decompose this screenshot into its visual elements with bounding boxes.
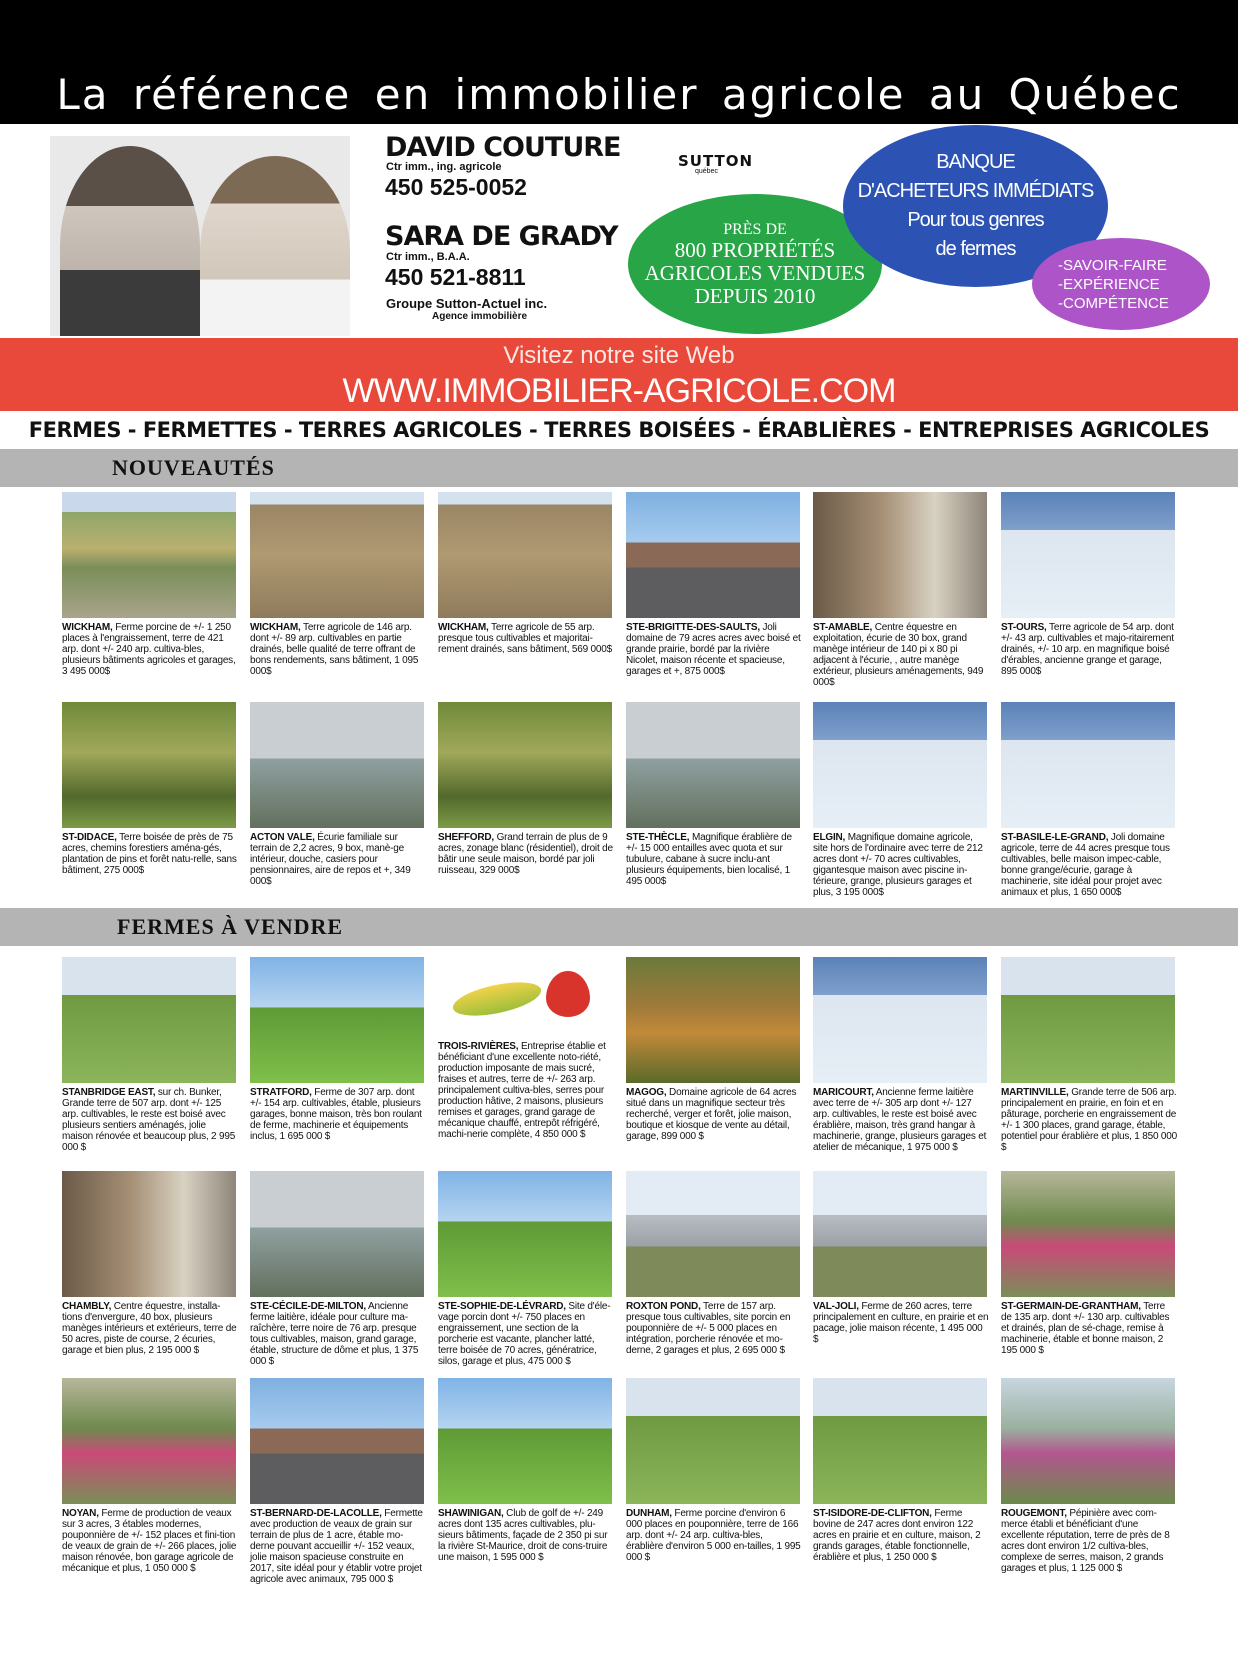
listing-caption	[250, 1301, 426, 1367]
listing-location: SHEFFORD,	[438, 832, 494, 843]
listing-card[interactable]	[438, 702, 614, 876]
listing-description: sur ch. Bunker, Grande terre de 507 arp. dont +/- 125 arp. cultivables, le reste est boisé avec plusieurs sentiers aménagés, jolie maison rénovée et beaucoup plus, 2 995 000 $	[62, 1087, 236, 1153]
corn-icon	[450, 976, 544, 1022]
listing-card[interactable]	[62, 492, 238, 677]
listing-location: ACTON VALE,	[250, 832, 315, 843]
listing-photo[interactable]	[438, 1171, 612, 1297]
listing-photo[interactable]	[62, 492, 236, 618]
agency-name: Groupe Sutton-Actuel inc.	[386, 296, 548, 311]
section-bar-sale	[0, 908, 1238, 946]
listing-photo[interactable]	[813, 702, 987, 828]
listing-card[interactable]	[813, 957, 989, 1153]
listing-caption	[626, 1087, 802, 1142]
listing-caption	[813, 1087, 989, 1153]
banner-title: La référence en immobilier agricole au Québec	[56, 70, 1182, 119]
listing-photo[interactable]	[438, 492, 612, 618]
visit-label: Visitez notre site Web	[503, 342, 735, 369]
bubble-green-line2: 800 PROPRIÉTÉS	[674, 237, 836, 262]
listing-description: Terre de 157 arp. presque tous cultivables, site porcin en pouponnière de +/- 5 000 places en intégration, porcherie rénovée et mo-derne, 2 garages et plus, 2 695 000 $	[626, 1301, 791, 1356]
listing-caption	[1001, 1301, 1177, 1356]
listing-photo[interactable]	[438, 702, 612, 828]
listing-location: ST-ISIDORE-DE-CLIFTON,	[813, 1508, 932, 1519]
listing-card[interactable]	[1001, 1171, 1177, 1356]
listing-location: STE-SOPHIE-DE-LÉVRARD,	[438, 1301, 566, 1312]
listing-location: WICKHAM,	[250, 622, 301, 633]
listing-location: ST-BERNARD-DE-LACOLLE,	[250, 1508, 382, 1519]
listing-photo[interactable]	[250, 1378, 424, 1504]
listing-description: Terre boisée de près de 75 acres, chemins forestiers aména-gés, plantation de pins et forêt natu-relle, sans bâtiment, 275 000$	[62, 832, 237, 876]
listing-caption	[813, 1508, 989, 1563]
listing-caption	[62, 1508, 238, 1574]
listing-card[interactable]	[1001, 1378, 1177, 1574]
agent-phone-sara[interactable]: 450 521-8811	[385, 264, 526, 290]
listing-caption	[626, 1508, 802, 1563]
listing-caption	[250, 832, 426, 887]
bubble-blue-line4: de fermes	[935, 238, 1016, 260]
listing-photo[interactable]	[813, 1378, 987, 1504]
listing-photo[interactable]	[250, 702, 424, 828]
sutton-logo-region: québec	[695, 168, 718, 175]
listing-caption	[438, 1301, 614, 1367]
listing-card[interactable]	[626, 1378, 802, 1563]
section-title-sale: FERMES À VENDRE	[117, 914, 344, 939]
listing-caption	[626, 622, 802, 677]
listing-photo[interactable]	[626, 492, 800, 618]
listing-caption	[813, 832, 989, 898]
listing-description: Joli domaine de 79 acres acres avec boisé et grande prairie, bordé par la rivière Nicolet, maison récente et spacieuse, garages et +, 875 000$	[626, 622, 801, 677]
listing-location: NOYAN,	[62, 1508, 99, 1519]
section-title-new: NOUVEAUTÉS	[112, 455, 275, 480]
listing-description: Centre équestre en exploitation, écurie de 30 box, grand manège intérieur de 140 pi x 80 pi adjacent à l'écurie, , autre manège extérieur, plusieurs aménagements, 949 000$	[813, 622, 984, 688]
listing-caption	[250, 1508, 426, 1585]
listing-caption	[438, 1041, 614, 1140]
listing-location: VAL-JOLI,	[813, 1301, 859, 1312]
listing-description: Terre agricole de 146 arp. dont +/- 89 arp. cultivables en partie drainés, belle qualité de terre offrant de bons rendements, sans bâtiment, 1 095 000$	[250, 622, 419, 677]
listing-description: Écurie familiale sur terrain de 2,2 acres, 9 box, manè-ge intérieur, douche, casiers pour pensionnaires, aire de repos et +, 349 000$	[250, 832, 411, 887]
listing-location: MARTINVILLE,	[1001, 1087, 1069, 1098]
listing-photo[interactable]	[1001, 1171, 1175, 1297]
listing-description: Joli domaine agricole, terre de 44 acres presque tous cultivables, belle maison impec-cable, bonne grange/écurie, garage à machinerie, site idéal pour projet avec animaux et plus, 1 650 000$	[1001, 832, 1170, 898]
listing-caption	[62, 1087, 238, 1153]
listing-description: Entreprise établie et bénéficiant d'une excellente noto-riété, production imposante de mais sucré, fraises et autres, terre de +/- 263 arp. principalement cultiva-bles, serres pour production hâtive, 2 maisons, plusieurs remises et garages, grand garage de mécanique chauffé, entrepôt réfrigéré, machi-nerie complète, 4 850 000 $	[438, 1041, 606, 1140]
listing-caption	[62, 832, 238, 876]
listing-photo[interactable]	[62, 702, 236, 828]
bubble-blue-line1: BANQUE	[936, 151, 1015, 173]
listing-card[interactable]	[626, 702, 802, 887]
listing-caption	[626, 1301, 802, 1356]
skills-bubble	[1032, 238, 1210, 330]
listing-description: Terre de 135 arp. dont +/- 130 arp. cultivables et drainés, plan de sé-chage, remise à machinerie, étable et bonne maison, 2 195 000 $	[1001, 1301, 1170, 1356]
listing-caption	[250, 1087, 426, 1142]
listing-location: SHAWINIGAN,	[438, 1508, 504, 1519]
listing-card[interactable]	[250, 492, 426, 677]
listing-photo[interactable]	[438, 957, 612, 1037]
listing-description: Terre agricole de 55 arp. presque tous cultivables et majoritai-rement drainés, sans bâtiment, 569 000$	[438, 622, 612, 655]
listing-location: STE-BRIGITTE-DES-SAULTS,	[626, 622, 760, 633]
listing-card[interactable]	[813, 492, 989, 688]
listing-card[interactable]	[813, 702, 989, 898]
listing-caption	[438, 1508, 614, 1563]
listing-description: Ferme porcine de +/- 1 250 places à l'engraissement, terre de 421 arp. dont +/- 240 arp. cultiva-bles, plusieurs bâtiments agricoles et garages, 3 495 000$	[62, 622, 236, 677]
listing-description: Magnifique érablière de +/- 15 000 entailles avec quota et sur tubulure, cabane à sucre inclu-ant plusieurs équipements, bien localisé, 1 495 000$	[626, 832, 792, 887]
bubble-purple-line2: -EXPÉRIENCE	[1058, 275, 1160, 293]
listing-card[interactable]	[250, 1378, 426, 1585]
bubble-purple-line1: -SAVOIR-FAIRE	[1058, 256, 1167, 274]
listing-caption	[813, 1301, 989, 1345]
listing-photo[interactable]	[62, 957, 236, 1083]
listing-card[interactable]	[438, 1171, 614, 1367]
listing-photo[interactable]	[1001, 1378, 1175, 1504]
listing-card[interactable]	[250, 702, 426, 887]
listing-photo[interactable]	[62, 1378, 236, 1504]
listing-photo[interactable]	[1001, 957, 1175, 1083]
listing-description: Site d'éle-vage porcin dont +/- 750 places en engraissement, une section de la porcherie est vacante, plancher latté, terre boisée de 70 acres, génératrice, silos, garage et plus, 475 000 $	[438, 1301, 611, 1367]
listing-photo[interactable]	[813, 1171, 987, 1297]
listing-location: WICKHAM,	[62, 622, 113, 633]
agent-role-david: Ctr imm., ing. agricole	[386, 161, 502, 173]
listing-card[interactable]	[438, 957, 614, 1140]
listing-card[interactable]	[62, 702, 238, 876]
agent-role-sara: Ctr imm., B.A.A.	[386, 251, 470, 263]
listing-location: STANBRIDGE EAST,	[62, 1087, 156, 1098]
listing-location: ELGIN,	[813, 832, 846, 843]
listing-location: STRATFORD,	[250, 1087, 312, 1098]
bubble-blue-line3: Pour tous genres	[907, 209, 1044, 231]
listing-photo[interactable]	[1001, 492, 1175, 618]
listing-location: TROIS-RIVIÈRES,	[438, 1041, 519, 1052]
listing-location: STE-THÈCLE,	[626, 832, 690, 843]
listing-card[interactable]	[62, 1171, 238, 1356]
listing-card[interactable]	[1001, 702, 1177, 898]
listing-photo[interactable]	[250, 1171, 424, 1297]
listing-caption	[1001, 622, 1177, 677]
listing-location: MARICOURT,	[813, 1087, 874, 1098]
section-bar-new	[0, 449, 1238, 487]
listing-photo[interactable]	[813, 957, 987, 1083]
listing-description: Terre agricole de 54 arp. dont +/- 43 arp. cultivables et majo-ritairement drainés, +/- 10 arp. en magnifique boisé d'érables, ancienne grange et garage, 895 000$	[1001, 622, 1174, 677]
listing-description: Ferme de 307 arp. dont +/- 154 arp. cultivables, étable, plusieurs garages, bonne maison, très bon roulant de ferme, machinerie et équipements inclus, 1 695 000 $	[250, 1087, 422, 1142]
bubble-blue-line2: D'ACHETEURS IMMÉDIATS	[857, 180, 1094, 202]
listing-location: CHAMBLY,	[62, 1301, 112, 1312]
listing-photo[interactable]	[62, 1171, 236, 1297]
listing-photo[interactable]	[813, 492, 987, 618]
listing-description: Ferme de production de veaux sur 3 acres, 3 étables modernes, pouponnière de +/- 152 places et fini-tion de veaux de grain de +/- 266 places, jolie maison rénovée, bon garage agricole de mécanique et plus, 1 050 000 $	[62, 1508, 237, 1574]
agent-photo-david	[60, 146, 200, 336]
listing-location: ROXTON POND,	[626, 1301, 701, 1312]
strawberry-icon	[546, 971, 590, 1017]
listing-card[interactable]	[813, 1171, 989, 1345]
listing-card[interactable]	[626, 492, 802, 677]
bubble-purple-line3: -COMPÉTENCE	[1058, 294, 1169, 312]
listing-description: Centre équestre, installa-tions d'envergure, 40 box, plusieurs manèges intérieurs et extérieurs, terre de 50 acres, piste de course, 2 écuries, garage et bien plus, 2 195 000 $	[62, 1301, 237, 1356]
listing-description: Ferme bovine de 247 acres dont environ 122 acres en prairie et en culture, maison, 2 grands garages, étable fonctionnelle, érablière et plus, 1 250 000 $	[813, 1508, 981, 1563]
listing-card[interactable]	[250, 957, 426, 1142]
listing-description: Ancienne ferme laitière, idéale pour culture ma-raîchère, terre noire de 76 arp. presque tous cultivables, maison, grand garage, étable, structure de dôme et plus, 1 375 000 $	[250, 1301, 419, 1367]
listing-card[interactable]	[626, 1171, 802, 1356]
listing-location: ST-OURS,	[1001, 622, 1047, 633]
listing-location: ST-GERMAIN-DE-GRANTHAM,	[1001, 1301, 1141, 1312]
sutton-logo: SUTTON	[678, 152, 754, 170]
listing-photo[interactable]	[626, 957, 800, 1083]
listing-photo[interactable]	[626, 1171, 800, 1297]
listing-location: WICKHAM,	[438, 622, 489, 633]
listing-description: Grande terre de 506 arp. principalement en prairie, en foin et en pâturage, porcherie en engraissement de +/- 1 300 places, grand garage, étable, potentiel pour érablière et plus, 1 850 000 $	[1001, 1087, 1177, 1153]
listing-photo[interactable]	[250, 492, 424, 618]
listing-card[interactable]	[62, 957, 238, 1153]
listing-photo[interactable]	[250, 957, 424, 1083]
agent-phone-david[interactable]: 450 525-0052	[385, 174, 527, 200]
listing-description: Club de golf de +/- 249 acres dont 135 acres cultivables, plu-sieurs bâtiments, façade de 2 350 pi sur la rivière St-Maurice, droit de cons-truire une maison, 1 595 000 $	[438, 1508, 608, 1563]
bubble-green-line4: DEPUIS 2010	[694, 283, 816, 308]
listing-description: Pépinière avec com-merce établi et bénéficiant d'une excellente réputation, terre de près de 8 acres dont environ 1/2 cultiva-bles, complexe de serres, maison, 2 grands garages et plus, 1 125 000 $	[1001, 1508, 1170, 1574]
listing-location: ST-AMABLE,	[813, 622, 873, 633]
listing-location: DUNHAM,	[626, 1508, 672, 1519]
listing-location: STE-CÉCILE-DE-MILTON,	[250, 1301, 366, 1312]
listing-card[interactable]	[250, 1171, 426, 1367]
listing-caption	[813, 622, 989, 688]
listing-card[interactable]	[62, 1378, 238, 1574]
listing-location: ST-DIDACE,	[62, 832, 117, 843]
top-banner	[0, 0, 1238, 124]
listing-location: ST-BASILE-LE-GRAND,	[1001, 832, 1109, 843]
listing-card[interactable]	[626, 957, 802, 1142]
listing-location: MAGOG,	[626, 1087, 667, 1098]
website-band	[0, 338, 1238, 411]
listing-caption	[1001, 1508, 1177, 1574]
agent-name-sara: SARA DE GRADY	[385, 221, 618, 252]
bubble-green-line3: AGRICOLES VENDUES	[644, 260, 866, 285]
listing-photo[interactable]	[626, 702, 800, 828]
listing-card[interactable]	[1001, 492, 1177, 677]
website-link[interactable]: WWW.IMMOBILIER-AGRICOLE.COM	[342, 372, 896, 410]
listing-caption	[62, 1301, 238, 1356]
listing-caption	[1001, 1087, 1177, 1153]
listing-caption	[250, 622, 426, 677]
listing-description: Fermette avec production de veaux de grain sur terrain de plus de 1 acre, étable mo-derne pouvant accueillir +/- 152 veaux, jolie maison spacieuse construite en 2017, site idéal pour y établir votre projet agricole avec animaux, 795 000 $	[250, 1508, 423, 1585]
listing-photo[interactable]	[626, 1378, 800, 1504]
listing-caption	[438, 622, 614, 655]
listing-caption	[62, 622, 238, 677]
listing-description: Ferme porcine d'environ 6 000 places en pouponnière, terre de 166 arp. dont +/- 24 arp. cultiva-bles, érablière d'environ 5 000 en-tailles, 1 995 000 $	[626, 1508, 801, 1563]
listing-photo[interactable]	[1001, 702, 1175, 828]
agent-name-david: DAVID COUTURE	[385, 132, 621, 163]
listing-photo[interactable]	[438, 1378, 612, 1504]
listing-card[interactable]	[813, 1378, 989, 1563]
listing-card[interactable]	[438, 1378, 614, 1563]
listing-caption	[626, 832, 802, 887]
listing-caption	[438, 832, 614, 876]
agents-photo	[50, 136, 350, 336]
listing-caption	[1001, 832, 1177, 898]
listing-description: Ferme de 260 acres, terre principalement en culture, en prairie et en pacage, jolie maison récente, 1 495 000 $	[813, 1301, 989, 1345]
listing-card[interactable]	[1001, 957, 1177, 1153]
agent-photo-sara	[200, 156, 350, 336]
listing-description: Ancienne ferme laitière avec terre de +/- 305 arp dont +/- 127 arp. cultivables, le reste est boisé avec érablière, maison, très grand hangar à machinerie, grange, plusieurs garages et atelier de mécanique, 1 975 000 $	[813, 1087, 987, 1153]
bubble-green-line1: PRÈS DE	[723, 220, 787, 238]
agency-type: Agence immobilière	[432, 311, 528, 322]
category-list: FERMES - FERMETTES - TERRES AGRICOLES - TERRES BOISÉES - ÉRABLIÈRES - ENTREPRISES AGRICOLES	[28, 418, 1210, 442]
listing-description: Domaine agricole de 64 acres situé dans un magnifique secteur très recherché, verger et forêt, jolie maison, boutique et kiosque de vente au détail, garage, 899 000 $	[626, 1087, 797, 1142]
listing-description: Magnifique domaine agricole, site hors de l'ordinaire avec terre de 212 acres dont +/- 70 acres cultivables, gigantesque maison avec piscine in-térieure, grange, plusieurs garages et plus, 3 195 000$	[813, 832, 983, 898]
listing-description: Grand terrain de plus de 9 acres, zonage blanc (résidentiel), droit de bâtir une seule maison, bordé par joli ruisseau, 329 000$	[438, 832, 613, 876]
listing-card[interactable]	[438, 492, 614, 655]
listing-location: ROUGEMONT,	[1001, 1508, 1067, 1519]
